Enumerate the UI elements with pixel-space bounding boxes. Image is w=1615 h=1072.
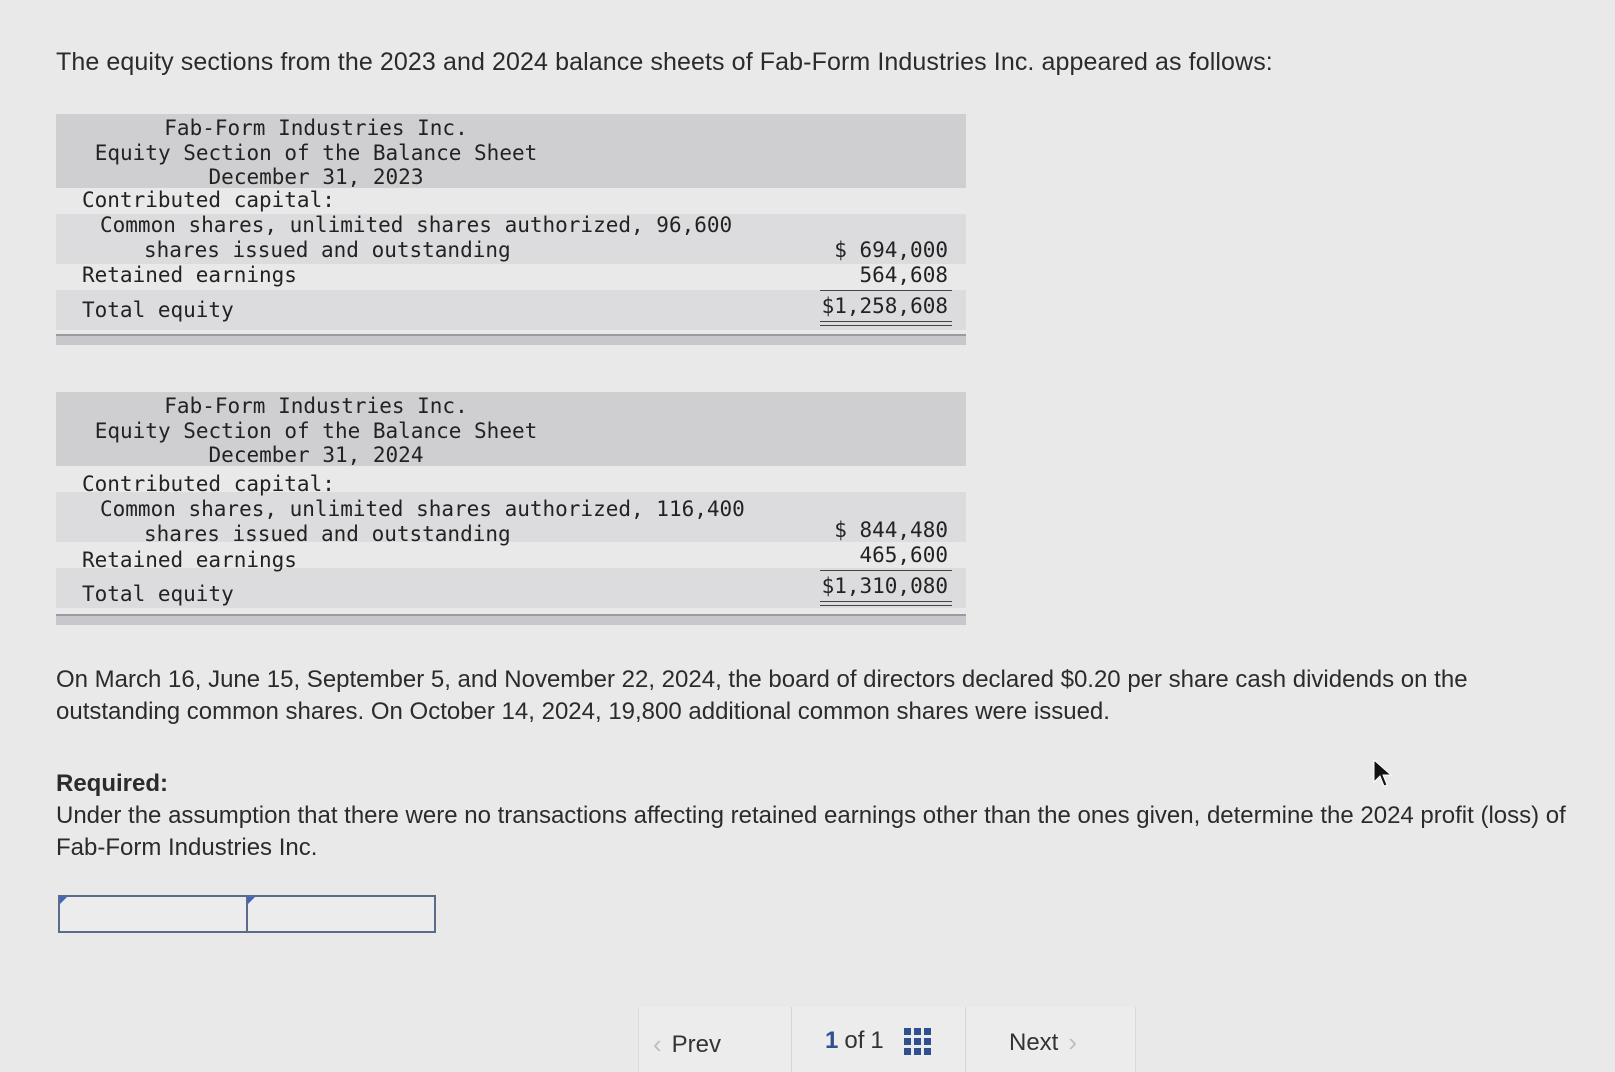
page-of: of	[844, 1027, 865, 1054]
required-title: Required:	[56, 770, 169, 797]
mouse-cursor-icon	[1372, 758, 1394, 788]
common-shares-amount: $ 694,000	[834, 238, 948, 262]
sheet-title: Equity Section of the Balance Sheet	[94, 140, 538, 165]
contributed-capital-label: Contributed capital:	[82, 188, 335, 212]
input-marker-icon	[60, 897, 67, 904]
total-rule-1	[820, 321, 952, 322]
grid-icon[interactable]	[904, 1028, 931, 1055]
total-equity-label: Total equity	[82, 298, 234, 322]
prev-button[interactable]	[653, 1029, 721, 1060]
sheet-header	[56, 392, 966, 466]
total-equity-label: Total equity	[82, 582, 234, 606]
retained-earnings-amount: 465,600	[859, 543, 948, 567]
prev-label: Prev	[671, 1030, 722, 1058]
question-navigation	[638, 1007, 1136, 1072]
chevron-left-icon: ‹	[653, 1029, 662, 1059]
subtotal-rule	[820, 290, 952, 291]
sheet-date: December 31, 2023	[208, 165, 424, 189]
common-shares-label: Common shares, unlimited shares authorized, 96,600	[100, 213, 733, 237]
next-label: Next	[1009, 1028, 1059, 1056]
required-section	[56, 768, 1596, 864]
sheet-date: December 31, 2024	[208, 443, 424, 467]
page-indicator[interactable]	[825, 1027, 931, 1055]
equity-sheet-2023	[56, 114, 966, 338]
answer-label-input[interactable]	[58, 895, 248, 933]
common-shares-label: Common shares, unlimited shares authorized, 116,400	[100, 497, 745, 521]
common-shares-label-cont: shares issued and outstanding	[144, 522, 511, 546]
equity-sheet-2024	[56, 392, 966, 616]
common-shares-label-cont: shares issued and outstanding	[144, 238, 511, 262]
input-marker-icon	[248, 897, 255, 904]
sheet-footer-bar	[56, 614, 966, 625]
dividends-paragraph: On March 16, June 15, September 5, and November 22, 2024, the board of directors declared $0.20 per share cash dividends on the outstanding common shares. On October 14, 2024, 19,800 additional common shares were issued.	[56, 666, 1468, 725]
required-text: Under the assumption that there were no transactions affecting retained earnings other than the ones given, determine the 2024 profit (loss) of Fab-Form Industries Inc.	[56, 802, 1566, 861]
retained-earnings-label: Retained earnings	[82, 548, 297, 572]
total-equity-amount: $1,258,608	[821, 294, 948, 318]
page-total: 1	[870, 1027, 884, 1054]
next-button[interactable]	[1009, 1027, 1077, 1058]
common-shares-amount: $ 844,480	[834, 518, 948, 542]
total-equity-amount: $1,310,080	[821, 574, 948, 598]
sheet-body	[56, 466, 966, 616]
total-rule-2	[820, 325, 952, 326]
subtotal-rule	[820, 570, 952, 571]
answer-amount-input[interactable]	[248, 895, 436, 933]
divider	[965, 1007, 966, 1072]
total-rule-1	[820, 601, 952, 602]
contributed-capital-label: Contributed capital:	[82, 472, 335, 496]
company-name: Fab-Form Industries Inc.	[164, 394, 468, 418]
answer-row	[58, 895, 436, 935]
retained-earnings-label: Retained earnings	[82, 263, 297, 287]
page-current: 1	[825, 1027, 839, 1054]
sheet-body	[56, 188, 966, 338]
retained-earnings-amount: 564,608	[859, 263, 948, 287]
company-name: Fab-Form Industries Inc.	[164, 116, 468, 140]
chevron-right-icon: ›	[1068, 1027, 1078, 1057]
divider	[791, 1007, 792, 1072]
sheet-header	[56, 114, 966, 188]
sheet-footer-bar	[56, 334, 966, 345]
sheet-title: Equity Section of the Balance Sheet	[94, 418, 538, 443]
intro-text: The equity sections from the 2023 and 2024 balance sheets of Fab-Form Industries Inc. appeared as follows:	[56, 48, 1273, 76]
total-rule-2	[820, 605, 952, 606]
